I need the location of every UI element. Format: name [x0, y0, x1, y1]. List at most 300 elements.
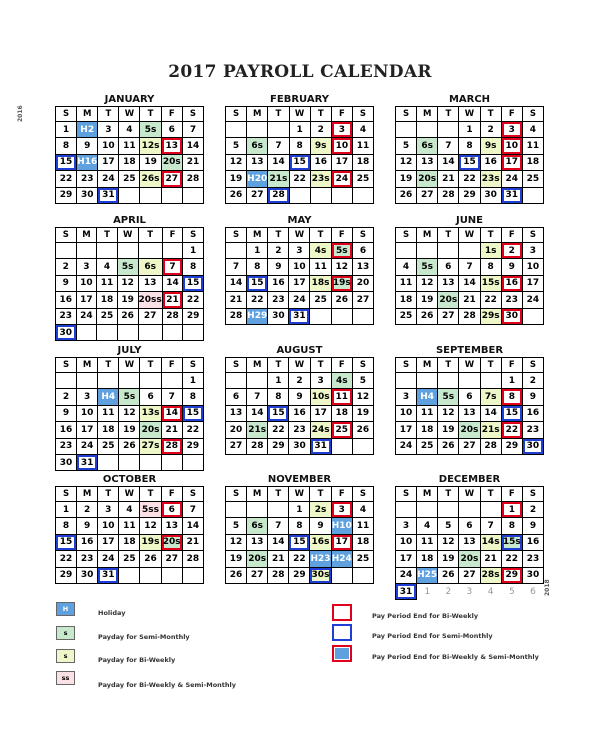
- weekday-label: M: [77, 358, 98, 373]
- day-cell: 13: [161, 518, 182, 534]
- day-cell: 23: [56, 438, 77, 454]
- day-cell: 14: [182, 518, 203, 534]
- weekday-label: S: [396, 358, 417, 373]
- day-cell: 18: [331, 405, 352, 421]
- day-cell: 24: [98, 171, 119, 187]
- day-cell: 4: [119, 122, 140, 138]
- day-cell: 20s: [438, 292, 459, 308]
- day-cell: [480, 373, 501, 389]
- day-cell: 1: [424, 586, 431, 597]
- day-cell: 16: [268, 275, 289, 291]
- week-row: [396, 583, 544, 599]
- weekday-label: M: [247, 358, 268, 373]
- week-row: [226, 243, 374, 259]
- weekday-label: M: [417, 228, 438, 243]
- day-cell: 9s: [480, 138, 501, 154]
- day-cell: 30: [480, 187, 501, 203]
- week-row: [226, 308, 374, 324]
- day-cell: 24: [77, 438, 98, 454]
- day-cell: 22: [182, 422, 203, 438]
- weekday-label: M: [417, 487, 438, 502]
- day-cell: 18: [417, 551, 438, 567]
- day-cell: 9: [522, 389, 543, 405]
- day-cell: 14: [162, 275, 183, 291]
- weekday-label: S: [182, 107, 203, 122]
- week-row: [56, 292, 204, 308]
- weekday-label: M: [417, 107, 438, 122]
- day-cell: [396, 502, 417, 518]
- day-cell: 22: [501, 551, 522, 567]
- day-cell: 25: [98, 438, 119, 454]
- day-cell: 11: [331, 389, 352, 405]
- day-cell: 20s: [140, 422, 161, 438]
- day-cell: 21: [459, 292, 480, 308]
- day-cell: [331, 567, 352, 583]
- day-cell: 24: [98, 551, 119, 567]
- day-cell: 30: [56, 324, 77, 340]
- weekday-header: [56, 228, 204, 243]
- weekday-label: F: [331, 228, 352, 243]
- day-cell: 6s: [138, 259, 162, 275]
- week-row: [56, 187, 204, 203]
- day-cell: 30: [522, 438, 543, 454]
- day-cell: 5: [438, 518, 459, 534]
- day-cell: 27: [161, 551, 182, 567]
- day-cell: 19: [117, 292, 138, 308]
- day-cell: 20ss: [138, 292, 162, 308]
- day-cell: 16: [501, 275, 522, 291]
- day-cell: 30: [501, 308, 522, 324]
- day-cell: 12: [140, 518, 161, 534]
- day-cell: 12: [352, 389, 373, 405]
- day-cell: 6: [438, 259, 459, 275]
- week-row: [56, 534, 204, 550]
- day-cell: 8: [56, 138, 77, 154]
- day-cell: 25: [522, 171, 543, 187]
- day-cell: 29: [289, 567, 310, 583]
- day-cell: [247, 502, 268, 518]
- day-cell: 28: [480, 438, 501, 454]
- day-cell: 2: [522, 502, 543, 518]
- weekday-header: [226, 228, 374, 243]
- month-name: JULY: [117, 345, 142, 356]
- day-cell: 2: [56, 259, 77, 275]
- weekday-label: W: [289, 107, 310, 122]
- day-cell: [396, 243, 417, 259]
- day-cell: 11: [98, 405, 119, 421]
- day-cell: H10: [331, 518, 352, 534]
- day-cell: [438, 243, 459, 259]
- weekday-label: S: [182, 487, 203, 502]
- legend-label: Pay Period End for Semi-Monthly: [372, 632, 493, 640]
- day-cell: H4: [417, 389, 438, 405]
- day-cell: 19: [119, 422, 140, 438]
- day-cell: 31: [310, 438, 331, 454]
- weekday-label: T: [138, 228, 162, 243]
- weekday-label: W: [117, 228, 138, 243]
- weekday-label: S: [522, 107, 543, 122]
- week-row: [396, 422, 544, 438]
- day-cell: 12s: [140, 138, 161, 154]
- week-row: [56, 259, 204, 275]
- day-cell: 26: [331, 292, 352, 308]
- day-cell: 14: [480, 405, 501, 421]
- day-cell: H24: [331, 551, 352, 567]
- day-cell: 26s: [140, 171, 161, 187]
- weekday-label: F: [162, 228, 183, 243]
- day-cell: 17: [501, 154, 522, 170]
- day-cell: [417, 502, 438, 518]
- day-cell: 10s: [310, 389, 331, 405]
- day-cell: 16: [56, 292, 77, 308]
- day-cell: 3: [77, 389, 98, 405]
- day-cell: 3: [76, 259, 97, 275]
- weekday-label: W: [119, 107, 140, 122]
- week-row: [396, 171, 544, 187]
- year-label-2016: 2016: [17, 105, 24, 122]
- legend-label: Payday for Semi-Monthly: [98, 633, 190, 641]
- month-october: [55, 474, 204, 584]
- weekday-label: T: [438, 358, 459, 373]
- day-cell: 15: [56, 534, 77, 550]
- day-cell: [352, 438, 373, 454]
- day-cell: 8: [501, 518, 522, 534]
- month-name: APRIL: [113, 215, 146, 226]
- day-cell: [162, 243, 183, 259]
- day-cell: 5: [508, 586, 515, 597]
- day-cell: 15: [56, 154, 77, 170]
- legend-border-swatch: [332, 604, 352, 621]
- weekday-label: T: [480, 487, 501, 502]
- month-name: MARCH: [448, 94, 491, 105]
- day-cell: 1: [247, 243, 268, 259]
- day-cell: 22: [289, 551, 310, 567]
- day-cell: 27: [138, 308, 162, 324]
- weekday-label: F: [501, 228, 522, 243]
- day-cell: 12: [119, 405, 140, 421]
- weekday-label: W: [459, 107, 480, 122]
- day-cell: 19: [417, 292, 438, 308]
- day-cell: 29: [459, 187, 480, 203]
- day-cell: H16: [77, 154, 98, 170]
- day-cell: 27: [417, 187, 438, 203]
- day-cell: 24: [501, 171, 522, 187]
- day-cell: 23: [501, 292, 522, 308]
- week-row: [396, 187, 544, 203]
- week-row: [226, 259, 374, 275]
- day-cell: 3: [501, 122, 522, 138]
- day-cell: 25: [119, 551, 140, 567]
- day-cell: 25: [396, 308, 417, 324]
- day-cell: 29: [56, 567, 77, 583]
- month-name: DECEMBER: [438, 474, 501, 485]
- weekday-label: S: [56, 487, 77, 502]
- weekday-label: F: [161, 487, 182, 502]
- day-cell: 9: [77, 138, 98, 154]
- day-cell: 14: [459, 275, 480, 291]
- day-cell: 6: [140, 389, 161, 405]
- month-table: [395, 486, 544, 600]
- day-cell: 25: [331, 422, 352, 438]
- day-cell: 18: [352, 154, 373, 170]
- day-cell: [138, 243, 162, 259]
- legend-swatch: s: [56, 626, 75, 640]
- week-row: [56, 551, 204, 567]
- weekday-label: T: [480, 358, 501, 373]
- day-cell: 1: [183, 243, 204, 259]
- day-cell: 4s: [310, 243, 331, 259]
- day-cell: 29: [183, 308, 204, 324]
- day-cell: 1: [289, 502, 310, 518]
- day-cell: 31: [77, 454, 98, 470]
- day-cell: 22: [268, 422, 289, 438]
- weekday-label: F: [161, 358, 182, 373]
- day-cell: 4: [522, 122, 543, 138]
- weekday-label: S: [56, 358, 77, 373]
- weekday-label: T: [268, 358, 289, 373]
- day-cell: 7: [268, 138, 289, 154]
- day-cell: 23: [522, 551, 543, 567]
- day-cell: 17: [331, 534, 352, 550]
- legend-label: Holiday: [98, 609, 126, 617]
- day-cell: 11: [97, 275, 118, 291]
- day-cell: 8: [247, 259, 268, 275]
- day-cell: 14s: [480, 534, 501, 550]
- weekday-label: S: [352, 107, 373, 122]
- weekday-label: T: [98, 107, 119, 122]
- day-cell: 8: [480, 259, 501, 275]
- day-cell: 7: [162, 259, 183, 275]
- day-cell: 9: [522, 518, 543, 534]
- day-cell: [76, 243, 97, 259]
- day-cell: 10: [331, 138, 352, 154]
- week-row: [396, 138, 544, 154]
- day-cell: 1: [56, 502, 77, 518]
- week-row: [396, 534, 544, 550]
- day-cell: 17: [77, 422, 98, 438]
- day-cell: 18: [396, 292, 417, 308]
- day-cell: 28: [268, 187, 289, 203]
- day-cell: 26: [117, 308, 138, 324]
- day-cell: 25: [119, 171, 140, 187]
- day-cell: 28: [161, 438, 182, 454]
- day-cell: 2: [445, 586, 452, 597]
- day-cell: 18: [97, 292, 118, 308]
- day-cell: [226, 373, 247, 389]
- day-cell: [76, 324, 97, 340]
- day-cell: 26: [226, 187, 247, 203]
- day-cell: 2: [310, 122, 331, 138]
- day-cell: 14: [182, 138, 203, 154]
- day-cell: [97, 324, 118, 340]
- week-row: [226, 518, 374, 534]
- day-cell: H23: [310, 551, 331, 567]
- day-cell: 15: [183, 275, 204, 291]
- day-cell: 9: [77, 518, 98, 534]
- day-cell: 3: [331, 122, 352, 138]
- day-cell: 4s: [331, 373, 352, 389]
- day-cell: [417, 373, 438, 389]
- day-cell: 22: [480, 292, 501, 308]
- week-row: [226, 405, 374, 421]
- week-row: [226, 122, 374, 138]
- day-cell: 30: [268, 308, 289, 324]
- day-cell: 29s: [480, 308, 501, 324]
- day-cell: 13: [247, 534, 268, 550]
- day-cell: 16: [77, 534, 98, 550]
- day-cell: 23: [289, 422, 310, 438]
- week-row: [56, 171, 204, 187]
- day-cell: 27: [161, 171, 182, 187]
- day-cell: 11: [417, 534, 438, 550]
- month-table: [225, 357, 374, 455]
- day-cell: 20: [226, 422, 247, 438]
- day-cell: 5s: [140, 122, 161, 138]
- day-cell: 10: [98, 518, 119, 534]
- day-cell: 5: [352, 373, 373, 389]
- day-cell: 13: [459, 534, 480, 550]
- day-cell: 23s: [310, 171, 331, 187]
- day-cell: 16: [522, 534, 543, 550]
- day-cell: 16: [310, 154, 331, 170]
- day-cell: 17: [76, 292, 97, 308]
- weekday-label: T: [140, 358, 161, 373]
- weekday-label: S: [226, 228, 247, 243]
- day-cell: 12: [438, 534, 459, 550]
- day-cell: 3: [98, 122, 119, 138]
- day-cell: 1: [501, 373, 522, 389]
- day-cell: [226, 502, 247, 518]
- day-cell: 18: [119, 534, 140, 550]
- week-row: [396, 122, 544, 138]
- day-cell: [161, 187, 182, 203]
- day-cell: 13: [161, 138, 182, 154]
- month-table: [395, 106, 544, 204]
- day-cell: [226, 243, 247, 259]
- day-cell: [289, 187, 310, 203]
- day-cell: 7: [226, 259, 247, 275]
- weekday-label: F: [501, 107, 522, 122]
- day-cell: 2: [289, 373, 310, 389]
- legend-label: Payday for Bi-Weekly & Semi-Monthly: [98, 681, 236, 689]
- day-cell: 7: [480, 518, 501, 534]
- day-cell: 4: [417, 518, 438, 534]
- weekday-label: S: [182, 358, 203, 373]
- day-cell: 11: [352, 138, 373, 154]
- day-cell: 11: [352, 518, 373, 534]
- day-cell: [331, 187, 352, 203]
- day-cell: [310, 308, 331, 324]
- day-cell: 10: [77, 405, 98, 421]
- week-row: [226, 154, 374, 170]
- day-cell: 1: [289, 122, 310, 138]
- weekday-header: [56, 487, 204, 502]
- weekday-label: M: [247, 487, 268, 502]
- week-row: [226, 502, 374, 518]
- month-august: [225, 345, 374, 455]
- weekday-label: T: [98, 358, 119, 373]
- week-row: [396, 308, 544, 324]
- day-cell: [140, 454, 161, 470]
- year-label-2018: 2018: [544, 579, 551, 596]
- day-cell: [119, 187, 140, 203]
- day-cell: 31: [98, 567, 119, 583]
- day-cell: 5s: [331, 243, 352, 259]
- day-cell: 27: [459, 438, 480, 454]
- weekday-label: S: [522, 358, 543, 373]
- weekday-label: S: [352, 228, 373, 243]
- weekday-label: T: [140, 487, 161, 502]
- day-cell: 4: [352, 122, 373, 138]
- weekday-header: [56, 107, 204, 122]
- day-cell: [97, 243, 118, 259]
- month-may: [225, 215, 374, 325]
- weekday-label: S: [226, 358, 247, 373]
- day-cell: 5s: [438, 389, 459, 405]
- legend-label: Pay Period End for Bi-Weekly: [372, 612, 479, 620]
- month-name: NOVEMBER: [267, 474, 332, 485]
- day-cell: 20s: [417, 171, 438, 187]
- day-cell: 2: [480, 122, 501, 138]
- day-cell: 3: [396, 389, 417, 405]
- day-cell: 14: [247, 405, 268, 421]
- day-cell: [480, 502, 501, 518]
- day-cell: [352, 187, 373, 203]
- day-cell: 1: [459, 122, 480, 138]
- day-cell: H2: [77, 122, 98, 138]
- legend-border-swatch: [332, 645, 352, 662]
- week-row: [56, 405, 204, 421]
- day-cell: 14: [161, 405, 182, 421]
- month-table: [55, 227, 204, 341]
- day-cell: 6: [161, 502, 182, 518]
- day-cell: 26: [417, 308, 438, 324]
- day-cell: 30: [56, 454, 77, 470]
- day-cell: 5: [226, 518, 247, 534]
- day-cell: 4: [487, 586, 494, 597]
- day-cell: 9: [56, 405, 77, 421]
- day-cell: 24: [522, 292, 543, 308]
- day-cell: 21: [226, 292, 247, 308]
- day-cell: 26: [438, 438, 459, 454]
- day-cell: 7: [268, 518, 289, 534]
- day-cell: 13s: [140, 405, 161, 421]
- day-cell: 3: [331, 502, 352, 518]
- day-cell: 25: [352, 551, 373, 567]
- day-cell: 28: [162, 308, 183, 324]
- day-cell: 30: [77, 567, 98, 583]
- day-cell: 22: [183, 292, 204, 308]
- day-cell: 3: [522, 243, 543, 259]
- day-cell: 5s: [119, 389, 140, 405]
- weekday-label: S: [522, 487, 543, 502]
- month-name: JUNE: [455, 215, 484, 226]
- day-cell: H25: [417, 567, 438, 583]
- day-cell: 27s: [140, 438, 161, 454]
- day-cell: 13: [138, 275, 162, 291]
- day-cell: [268, 502, 289, 518]
- day-cell: 11: [119, 138, 140, 154]
- weekday-label: T: [97, 228, 118, 243]
- day-cell: 12: [438, 405, 459, 421]
- week-row: [56, 154, 204, 170]
- day-cell: 6s: [417, 138, 438, 154]
- day-cell: 22: [247, 292, 268, 308]
- week-row: [396, 373, 544, 389]
- day-cell: 11: [522, 138, 543, 154]
- day-cell: 28: [438, 187, 459, 203]
- day-cell: 1: [56, 122, 77, 138]
